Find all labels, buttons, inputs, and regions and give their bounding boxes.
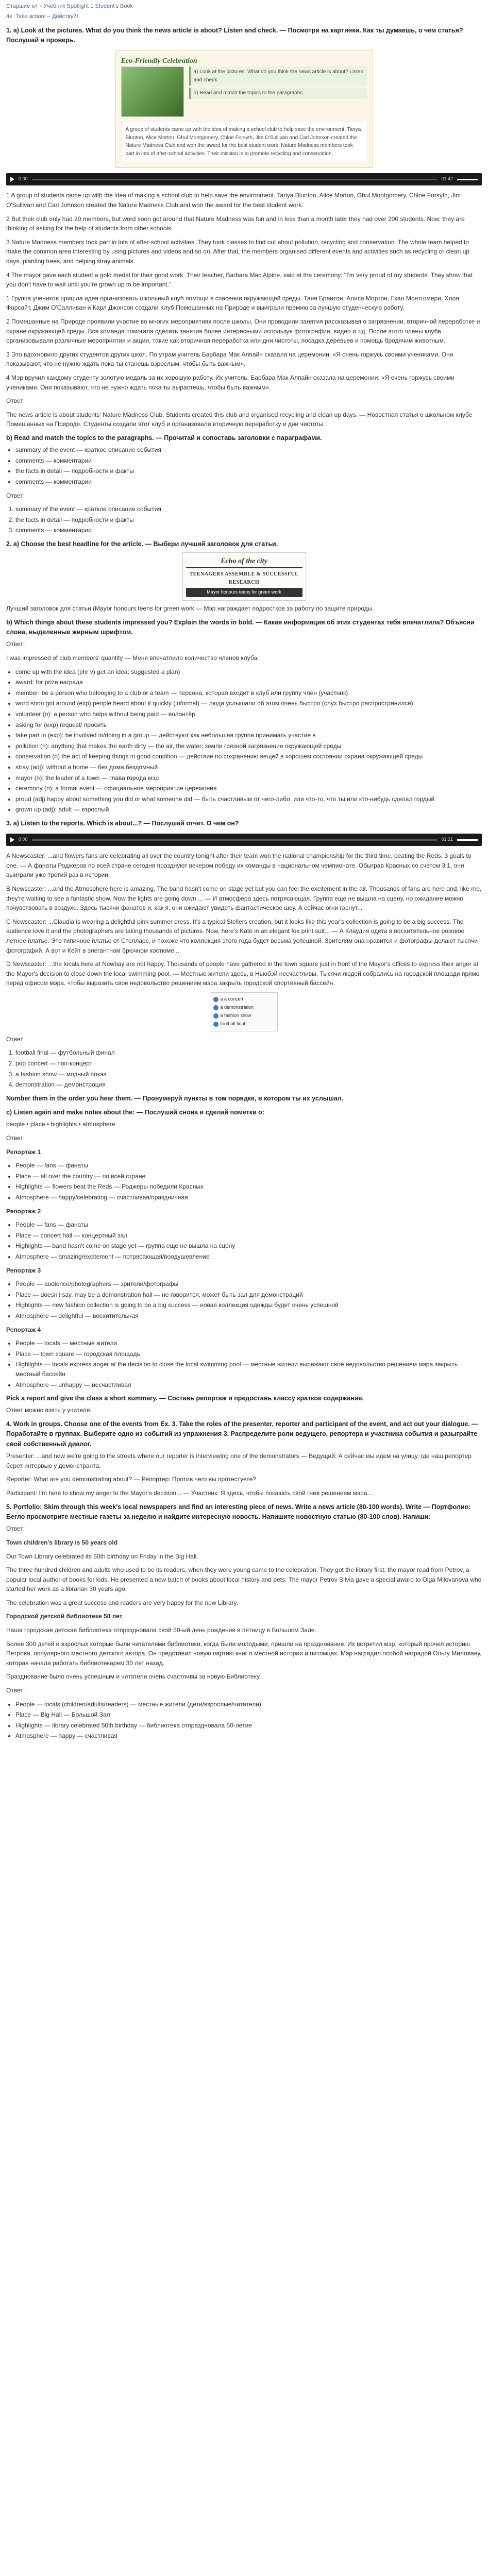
audio-time-start: 0:00 — [19, 837, 28, 842]
report-block — [6, 1325, 482, 1390]
newspaper-headline: TEENAGERS ASSEMBLE & SUCCESSFUL RESEARCH — [189, 571, 299, 585]
list-item: • People — fans — фанаты — [15, 1161, 482, 1171]
audio-player-2[interactable] — [6, 834, 482, 846]
list-item: • Atmosphere — unhappy — несчастливая — [15, 1380, 482, 1390]
report-paragraph: A Newscaster: ...and flowers fans are celebrating all over the country tonight after their team won the national championship for the third time, beating the Reds, 3 goals to one. — А фанаты Роджеров по всей стране сегодня празднуют вечером победу их команды в национальном чемпионате. Обыграв Красных со счетом 3:1, они выиграли уже третий раз в истории. — [6, 852, 472, 879]
play-icon[interactable] — [10, 177, 14, 182]
list-item: 2. pop concert — поп-концерт — [15, 1059, 482, 1069]
paragraph: 2 But their club only had 20 members, but word soon got around that Nature Madness was fun and in less than a month later they had over 200 students. Now, they are thinking of asking for the help of students from other schools. — [6, 215, 465, 232]
audio-time-start: 0:00 — [19, 176, 28, 182]
breadcrumb-item-1[interactable]: Учебник Spotlight 1 Student's Book — [43, 3, 133, 9]
list-item: • Atmosphere — happy/celebrating — счастливая/праздничная — [15, 1193, 482, 1202]
paragraph: 3 Nature Madness members took part in lots of after-school activities. They took classes to find out about pollution, recycling and conservation. The whole team helped to make the common area interesting by using pictures and videos and so on. After that, the members organised different events and activities such as recycling or clean up days, planting trees, and helping stray animals. — [6, 238, 469, 265]
report-paragraph: C Newscaster: ...Claudia is wearing a delightful pink summer dress. It's a typical Stellers creation, but it looks like this year's collection is going to be a big success. The audience love it and the photographers are taking thousands of pictures. Now, here's Kate in an elegant fox print suit... — А Клаудия одета в восхитительное розовое летнее платье. Это типичное платье от Стелларс, и похоже что коллекция этого года будет весьма успешной. Зрителям она нравится и фотографы делают тысячи фотографий. А вот и Кейт в элегантном брючном костюме... — [6, 918, 478, 954]
report-title: Репортаж 3 — [6, 1266, 41, 1274]
paragraph: 4 Мэр вручил каждому студенту золотую медаль за их хорошую работу. Их учитель, Барбара Мак Алпайн сказала на церемонии: «Я очень горжусь своими учениками. Они показывают, что не нужно ждать пока ты вырастешь, чтобы быть важным». — [6, 374, 455, 391]
textbook-question-b: b) Read and match the topics to the paragraphs. — [189, 88, 367, 99]
list-item: • award: for prize награда — [15, 677, 482, 687]
list-item: 3. comments — комментарии — [15, 526, 482, 535]
task2b-heading: b) Which things about these students impressed you? Explain the words in bold. — Какая информация об этих студентах тебя впечатлила? Объясни слова, выделенные жирным шрифтом. — [6, 618, 475, 636]
list-item: • stray (adj): without a home — без дома бездомный — [15, 762, 482, 772]
paragraph: 3 Это вдохновило других студентов других школ. По утрам учитель Барбара Мак Алпайн сказала на церемонии: «Я очень горжусь своими учениками. Они показывают, что не нужно ждать пока ты станешь взрослым, чтобы быть важным». — [6, 350, 453, 368]
section-link[interactable]: 4e. Take action! – Действуй! — [6, 13, 78, 20]
dialogue-line: Presenter: ...and now we're going to the streets where our reporter is interviewing one of the demonstrators — Ведущий: А сейчас мы идем на улицу, где наш репортер берет интервью у демонстранта. — [6, 1452, 472, 1469]
list-item: • member: be a person who belonging to a club or a team — персона, которая входит в клуб или группу член (участник) — [15, 688, 482, 698]
answer-label: Ответ: — [6, 397, 25, 405]
article-paragraph: The celebration was a great success and readers are very happy for the new Library. — [6, 1599, 239, 1606]
report-block — [6, 1266, 482, 1321]
list-item: • Atmosphere — happy — счастливая — [15, 1731, 482, 1741]
article-paragraph-ru: Наша городская детская библиотека отпраздновала свой 50-ый день рождения в пятницу в Большом Зале. — [6, 1626, 316, 1634]
play-icon[interactable] — [10, 837, 14, 842]
list-item: • grown up (adj): adult — взрослый — [15, 805, 482, 815]
option-label: football final — [220, 1021, 245, 1026]
report-block — [6, 1147, 482, 1202]
answer-label: Ответ: — [6, 640, 25, 648]
list-item: • mayor (n): the leader of a town — глава города мэр — [15, 773, 482, 783]
list-item: • Highlights — flowers beat the Reds — Роджеры победили Красных — [15, 1182, 482, 1192]
task3c-heading: c) Listen again and make notes about the: — Послушай снова и сделай пометки о: — [6, 1109, 264, 1116]
list-item: • Place — town square — городская площадь — [15, 1349, 482, 1359]
option-label: a a concert — [220, 996, 244, 1002]
paragraph: 1 Группа учеников пришла идея организовать школьный клуб помощи в спасении окружающей среды. Таня Брантон, Алиса Мортон, Гхал Монтгомери, Хлоя Форсайт, Джим О'Салливан и Карл Джонсон создали Клуб Помешанных на Природе и выиграли премию за лучшую студенческую работу. — [6, 294, 459, 312]
article-title: Town children's library is 50 years old — [6, 1538, 118, 1546]
list-item: • People — locals (children/adults/readers) — местные жители (дети/взрослые/читатели) — [15, 1700, 482, 1709]
paragraph: 4 The mayor gave each student a gold medal for their good work. Their teacher, Barbara Mac Alpine, said at the ceremony: "I'm very proud of my students. They show that you don't have to wait until you're grown up to be important." — [6, 271, 473, 289]
list-item: • pollution (n): anything that makes the earth dirty — the air, the water; земли грязной загрязнение окружающей среды — [15, 741, 482, 751]
dialogue-line: Reporter: What are you demonstrating about? — Репортер: Против чего вы протестуете? — [6, 1476, 257, 1483]
list-item: • summary of the event — краткое описание события — [15, 445, 482, 455]
volume-slider[interactable] — [457, 839, 478, 841]
audio-player-1[interactable] — [6, 173, 482, 185]
textbook-image — [115, 50, 373, 168]
task3b-heading: Number them in the order you hear them. — Пронумеруй пункты в том порядке, в котором ты их услышал. — [6, 1094, 344, 1102]
report-paragraph: B Newscaster: ...and the Atmosphere here is amazing. The band hasn't come on stage yet but you can feel the excitement in the air. Thousands of fans are here and, like me, they're waiting to see a fantastic show. Now the lights are going down ... — И атмосфера здесь потрясающая. Группа еще не вышла на сцену, но ожидание можно почувствовать в воздухе. Здесь тысячи фанатов и, как я, они ожидают увидеть фантастическое шоу. А сейчас огни гаснут... — [6, 885, 482, 912]
article-title-ru: Городской детской библиотеке 50 лет — [6, 1613, 123, 1620]
task1b-heading: b) Read and match the topics to the paragraphs. — Прочитай и сопоставь заголовки с параграфами. — [6, 434, 322, 442]
list-item: 1. summary of the event — краткое описание события — [15, 504, 482, 514]
list-item: • Highlights — band hasn't come on stage yet — группа еще не вышла на сцену — [15, 1241, 482, 1251]
list-item: • comments — комментарии — [15, 456, 482, 466]
list-item: • People — locals — местные жители — [15, 1338, 482, 1348]
paragraph: 1 A group of students came up with the idea of making a school club to help save the environment. Tanya Blunton, Alice Morton, Ghul Montgomery, Chloe Forsyth, Jim O'Sullivan and Carl Johnson created the Nature Madness Club and won the award for the best student work. — [6, 192, 461, 209]
list-item: • word soon got around (exp) people heard about it quickly (informal) — люди услышали об этом очень быстро (слух быстро распространился) — [15, 699, 482, 708]
audio-time-end: 01:21 — [441, 837, 453, 842]
caption: Лучший заголовок для статьи (Mayor honours teens for green work — Мэр награждает подростков за работу по защите природы. — [6, 605, 374, 613]
list-item: • Highlights — new fashion collection is going to be a big success — новая коллекция одежды будет очень успешной — [15, 1300, 482, 1310]
list-item: • asking for (exp) request/ просить — [15, 720, 482, 730]
bullet-icon — [213, 997, 218, 1002]
list-item: • proud (adj) happy about something you did or what someone did — быть счастливым от чего-либо, или что-то, что ты или кто-нибудь сделал гордый — [15, 794, 482, 804]
article-paragraph: The three hundred children and adults who used to be its readers, when they were young came to the celebration. They got the library first, the mayor read from Petrov, a popular local author of books for kids. He presented a new batch of books about local history and pets. The mayor Petrov Silvia gave a special award to Olga Milovanova who started her work as a librarian 30 years ago. — [6, 1566, 482, 1593]
newspaper-subheadline: Mayor honours teens for green work — [186, 588, 302, 597]
vocabulary-list — [6, 667, 482, 815]
options-image — [211, 992, 278, 1031]
list-item: 4. demonstration — демонстрация — [15, 1080, 482, 1090]
article-paragraph: Our Town Library celebrated its 50th birthday on Friday in the Big Hall. — [6, 1552, 198, 1560]
answer-list — [6, 504, 482, 535]
list-item: • Highlights — locals express anger at the decision to close the local swimming pool — местные жители выражают свое недовольство решением мэра закрыть местный бассейн — [15, 1360, 482, 1379]
textbook-question-a: a) Look at the pictures. What do you think the news article is about? Listen and check. — [189, 66, 367, 86]
list-item: 2. the facts in detail — подробности и факты — [15, 515, 482, 525]
article-paragraph-ru: Празднование было очень успешным и читатели очень счастливы за новую Библиотеку. — [6, 1673, 261, 1681]
task4b-heading: 4. Work in groups. Choose one of the events from Ex. 3. Take the roles of the presenter, reporter and participant of the event, and act out your dialogue. — Поработайте в группах. Выберите одно из событий из упражнения 3. Распределите роли ведущего, репортера и участника события и разыграйте свой собственный диалог. — [6, 1420, 478, 1448]
list-item: • ceremony (n): a formal event — официальное мероприятие церемония — [15, 784, 482, 793]
answer-label: Ответ: — [6, 1525, 25, 1533]
list-item: • Place — doesn't say, may be a demonstration hall — не говорится, может быть зал для демонстраций — [15, 1290, 482, 1300]
bullet-icon — [213, 1022, 218, 1027]
topic-list — [6, 445, 482, 486]
list-item: 3. a fashion show — модный показ — [15, 1070, 482, 1079]
breadcrumb — [6, 0, 482, 11]
audio-track[interactable] — [32, 839, 437, 841]
audio-time-end: 01:42 — [441, 176, 453, 182]
list-item: • Place — concert hall — концертный зал — [15, 1231, 482, 1241]
list-item: • the facts in detail — подробности и факты — [15, 466, 482, 476]
report-title: Репортаж 1 — [6, 1148, 41, 1156]
volume-slider[interactable] — [457, 179, 478, 180]
audio-track[interactable] — [32, 179, 437, 180]
article-paragraph-ru: Более 300 детей и взрослых которые были читателями библиотеки, когда были молодыми, пришли на празднование. Их встретил мэр, который прочел историю Петрова, популярного местного детского автора. Он представил новую партию книг о местной истории и питомцах. Мэр наградил особой наградой Ольгу Миловану, которая начала работать библиотекарем 30 лет назад. — [6, 1640, 482, 1667]
list-item: • People — fans — фанаты — [15, 1220, 482, 1230]
list-item: • come up with the idea (phr v) get an idea; suggested a plan) — [15, 667, 482, 677]
newspaper-image — [182, 552, 306, 601]
breadcrumb-item-0[interactable]: Старшие кл — [6, 3, 38, 9]
students-photo — [121, 66, 184, 117]
list-item: • conservation (n) the act of keeping things in good condition — действие по сохранению вещей в хорошем состоянии охрана окружающей среды — [15, 752, 482, 761]
answer-intro: I was impressed of club members' quantity — Меня впечатлило количество членов клуба. — [6, 654, 259, 662]
list-item: • comments — комментарии — [15, 477, 482, 487]
answer-label: Ответ: — [6, 1687, 25, 1694]
answer-label: Ответ: — [6, 492, 25, 499]
list-item: • Atmosphere — amazing/excitement — потрясающая/воодушевление — [15, 1252, 482, 1262]
answer-label: Ответ: — [6, 1134, 25, 1142]
bullet-icon — [213, 1005, 218, 1010]
task3c-items: people • place • highlights • atmosphere — [6, 1121, 115, 1128]
report-block — [6, 1207, 482, 1262]
option-label: a demonstration — [220, 1004, 254, 1010]
breadcrumb-separator: › — [39, 3, 42, 9]
bullet-icon — [213, 1013, 218, 1019]
newspaper-masthead: Echo of the city — [186, 556, 302, 568]
task4-heading: Pick a report and give the class a short summary. — Составь репортаж и предоставь классу краткое содержание. — [6, 1395, 364, 1402]
list-item: • Highlights — library celebrated 50th birthday — библиотека отпраздновала 50-летие — [15, 1721, 482, 1731]
task1-heading: 1. a) Look at the pictures. What do you think the news article is about? Listen and check. — Посмотри на картинки. Как ты думаешь, о чем статья? Послушай и проверь. — [6, 27, 463, 44]
report-paragraph: D Newscaster: ...the locals here at Newbay are not happy. Thousands of people have gathered in the town square just in front of the Mayor's offices to express their anger at the Mayor's decision to close down the local swimming pool. — Местные жители здесь, в Ньюбэй несчастливы. Тысячи людей собрались на городской площади прямо перед офисом мэра, чтобы выразить свое недовольство решением мэра закрыть городской спортивный бассейн. — [6, 960, 480, 987]
list-item: • Place — Big Hall — Большой Зал — [15, 1710, 482, 1720]
answer-label: Ответ: — [6, 1035, 25, 1043]
textbook-body: A group of students came up with the idea of making a school club to help save the environment. Tanya Blunton, Alice Morton, Ghul Montgomery, Chloe Forsyth, Jim O'Sullivan and Carl Johnson created the Nature Madness Club and won the award for the best student work. Nature Madness members took part in lots of after-school activities. Their mission is to promote recycling and conservation. — [121, 121, 367, 162]
answer-text: The news article is about students' Nature Madness Club. Students created this club and organised recycling and clean up days. — Новостная статья о школьном клубе Помешанных на Природе. Студенты создали этот клуб и организовали вторичную переработку и дни чистоты. — [6, 411, 473, 428]
list-item: • Place — all over the country — по всей стране — [15, 1172, 482, 1181]
list-item: • People — audience/photographers — зрители/фотографы — [15, 1279, 482, 1289]
task5-heading: 5. Portfolio: Skim through this week's local newspapers and find an interesting piece of news. Write a news article (80-100 words). Write — Портфолио: Бегло просмотрите местные газеты за неделю и найдите интересную новость. Напишите новостную статью (80-100 слов). Напиши: — [6, 1503, 471, 1520]
report-title: Репортаж 4 — [6, 1326, 41, 1333]
dialogue-line: Participant: I'm here to show my anger to the Mayor's decision... — Участник: Я здесь, чтобы показать свой гнев решением мэра... — [6, 1489, 373, 1497]
list-item: • volunteer (n): a person who helps without being paid — волонтёр — [15, 709, 482, 719]
list-item: • Atmosphere — delightful — восхитительная — [15, 1311, 482, 1321]
list-item: • take part in (exp): be involved in/doing in a group — действуют как небольшая группа принимать участие в — [15, 731, 482, 740]
task3-heading: 3. a) Listen to the reports. Which is about...? — Послушай отчет. О чем он? — [6, 819, 239, 827]
paragraph: 2 Помешанные на Природе проявили участие во многих мероприятиях после школы. Они проводили занятия рассказывая о загрязнении, вторичной переработке и охране окружающей среды. Вся команда помогала сделать занятия более интересными используя фотографии, видео и т.д. После этого члены клуба организовывали различные мероприятия и акции, такие как вторичная переработка или дни чистоты, посадка деревьев и помощь бродячим животным. — [6, 317, 480, 345]
option-label: a fashion show — [220, 1012, 251, 1018]
textbook-title: Eco-Friendly Celebration — [121, 57, 197, 65]
answer-label: Ответ можно взять у учителя. — [6, 1406, 92, 1414]
list-item: 1. football final — футбольный финал — [15, 1048, 482, 1058]
report-title: Репортаж 2 — [6, 1207, 41, 1215]
answer-list — [6, 1048, 482, 1089]
task2-heading: 2. a) Choose the best headline for the article. — Выбери лучший заголовок для статьи. — [6, 540, 278, 548]
final-list — [6, 1700, 482, 1741]
